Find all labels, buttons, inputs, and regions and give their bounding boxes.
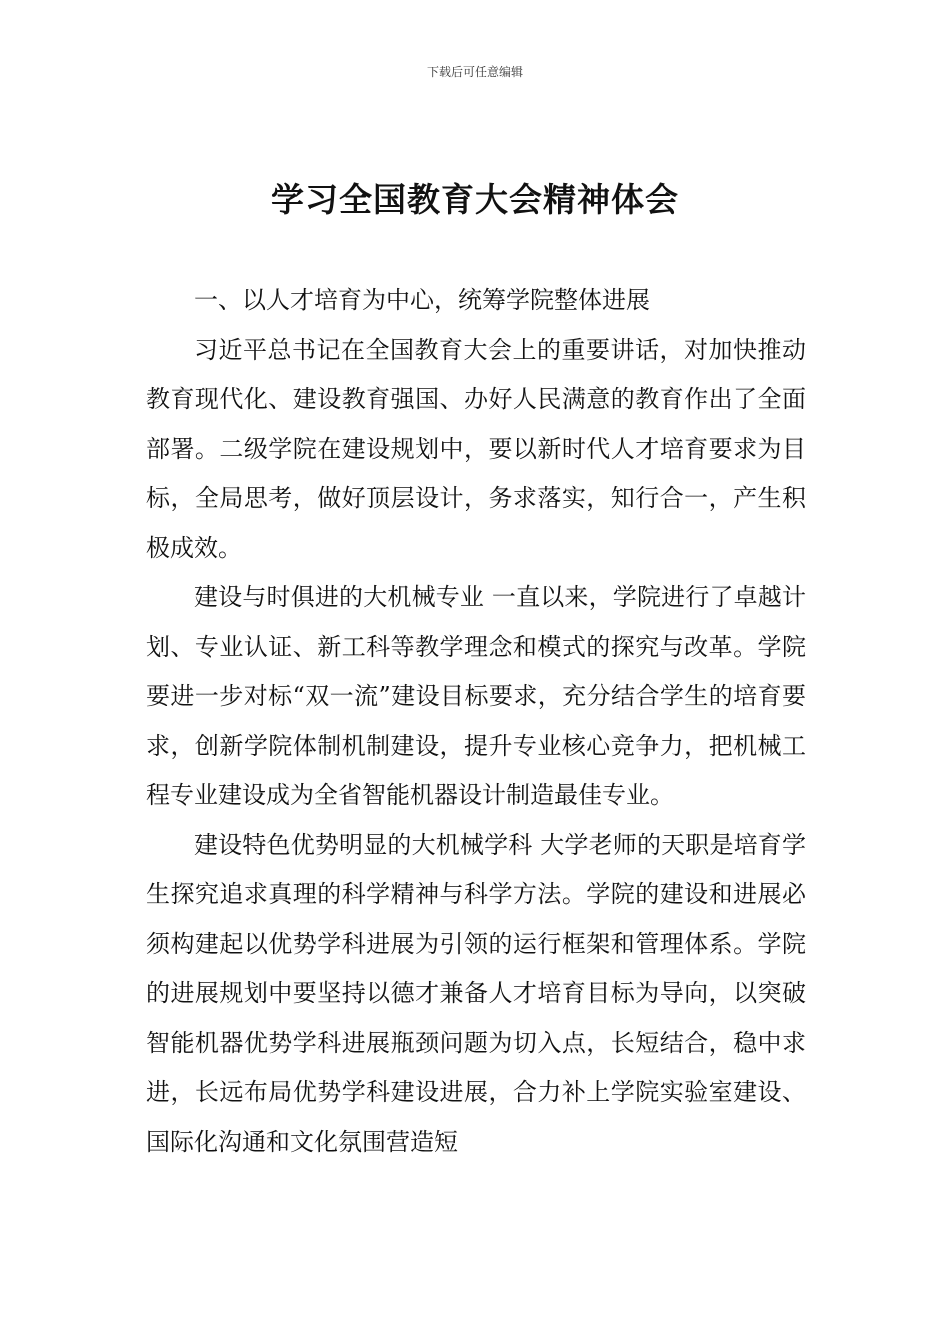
document-title: 学习全国教育大会精神体会 xyxy=(271,180,679,219)
body-paragraph: 建设特色优势明显的大机械学科 大学老师的天职是培育学生探究追求真理的科学精神与科学方法。学院的建设和进展必须构建起以优势学科进展为引领的运行框架和管理体系。学院的进展规划中要坚持以德才兼备人才培育目标为导向，以突破智能机器优势学科进展瓶颈问题为切入点，长短结合，稳中求进，长远布局优势学科建设进展，合力补上学院实验室建设、国际化沟通和文化氛围营造短 xyxy=(146,830,806,1156)
body-paragraph: 建设与时俱进的大机械专业 一直以来，学院进行了卓越计划、专业认证、新工科等教学理念和模式的探究与改革。学院要进一步对标“双一流”建设目标要求，充分结合学生的培育要求，创新学院体制机制建设，提升专业核心竞争力，把机械工程专业建设成为全省智能机器设计制造最佳专业。 xyxy=(146,583,806,809)
body-paragraph: 习近平总书记在全国教育大会上的重要讲话，对加快推动教育现代化、建设教育强国、办好人民满意的教育作出了全面部署。二级学院在建设规划中，要以新时代人才培育要求为目标，全局思考，做好顶层设计，务求落实，知行合一，产生积极成效。 xyxy=(146,335,806,562)
section-heading: 一、以人才培育为中心，统筹学院整体进展 xyxy=(194,286,650,314)
document-body xyxy=(146,276,806,1167)
page-header-note: 下载后可任意编辑 xyxy=(426,65,523,79)
